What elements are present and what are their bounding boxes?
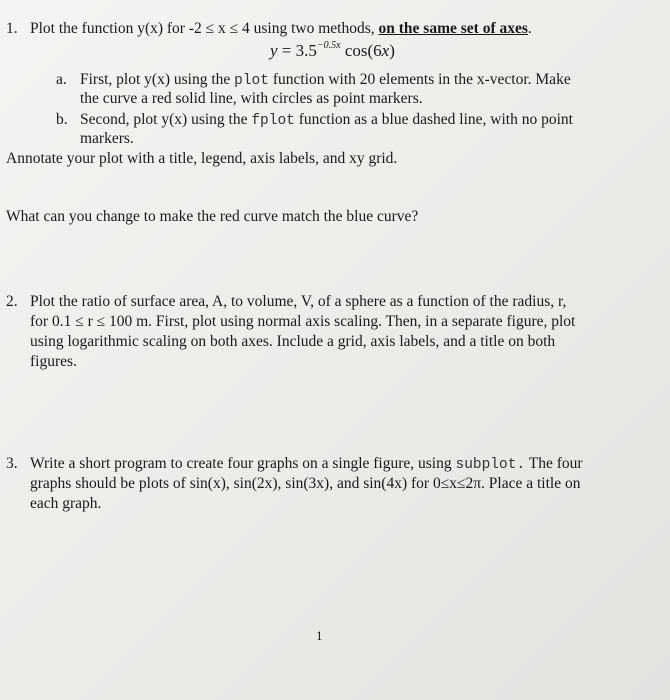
q3-line2: graphs should be plots of sin(x), sin(2x), sin(3x), and sin(4x) for 0≤x≤2π. Place a title on — [30, 475, 581, 492]
q1b-post: function as a blue dashed line, with no point — [294, 111, 573, 128]
q1-annotate: Annotate your plot with a title, legend, axis labels, and xy grid. — [6, 150, 398, 167]
q1b-code: fplot — [251, 113, 295, 129]
q3-line1 — [30, 455, 583, 474]
eq-lhs: y — [270, 41, 278, 60]
q2-line1: Plot the ratio of surface area, A, to volume, V, of a sphere as a function of the radius, r, — [30, 293, 567, 310]
eq-cos: cos(6 — [340, 41, 382, 60]
eq-x: x — [381, 41, 390, 60]
q1-question: What can you change to make the red curve match the blue curve? — [6, 208, 419, 225]
q1a-line1 — [80, 71, 571, 90]
q2-line4: figures. — [30, 353, 77, 370]
q1-equation — [270, 42, 395, 60]
q1-number: 1. — [6, 20, 18, 37]
q1-intro-emphasis: on the same set of axes — [378, 20, 528, 37]
q2-number: 2. — [6, 293, 18, 310]
q1b-label: b. — [56, 111, 68, 128]
q3-number: 3. — [6, 455, 18, 472]
q1b-pre: Second, plot y(x) using the — [80, 111, 252, 128]
eq-mid: = 3.5 — [277, 41, 317, 60]
q1a-pre: First, plot y(x) using the — [80, 71, 235, 88]
q2-line2: for 0.1 ≤ r ≤ 100 m. First, plot using normal axis scaling. Then, in a separate figure, plot — [30, 313, 576, 330]
page-number: 1 — [316, 628, 323, 643]
q1b-line1 — [80, 111, 573, 130]
q1-intro — [30, 20, 532, 38]
q2-line3: using logarithmic scaling on both axes. Include a grid, axis labels, and a title on both — [30, 333, 556, 350]
q1a-post: function with 20 elements in the x-vector. Make — [268, 71, 571, 88]
q1a-label: a. — [56, 71, 67, 88]
q3-line1-post: The four — [525, 455, 583, 472]
q3-line1-pre: Write a short program to create four graphs on a single figure, using — [30, 455, 456, 472]
q1b-line2: markers. — [80, 130, 134, 147]
eq-exponent: −0.5x — [316, 40, 341, 51]
q3-code: subplot. — [455, 457, 526, 473]
q1-intro-text: Plot the function y(x) for -2 ≤ x ≤ 4 using two methods, — [30, 20, 379, 37]
q1a-code: plot — [234, 73, 269, 89]
q1a-line2: the curve a red solid line, with circles as point markers. — [80, 90, 423, 107]
q1-intro-end: . — [527, 20, 532, 37]
q3-line3: each graph. — [30, 495, 102, 512]
eq-end: ) — [389, 41, 395, 60]
